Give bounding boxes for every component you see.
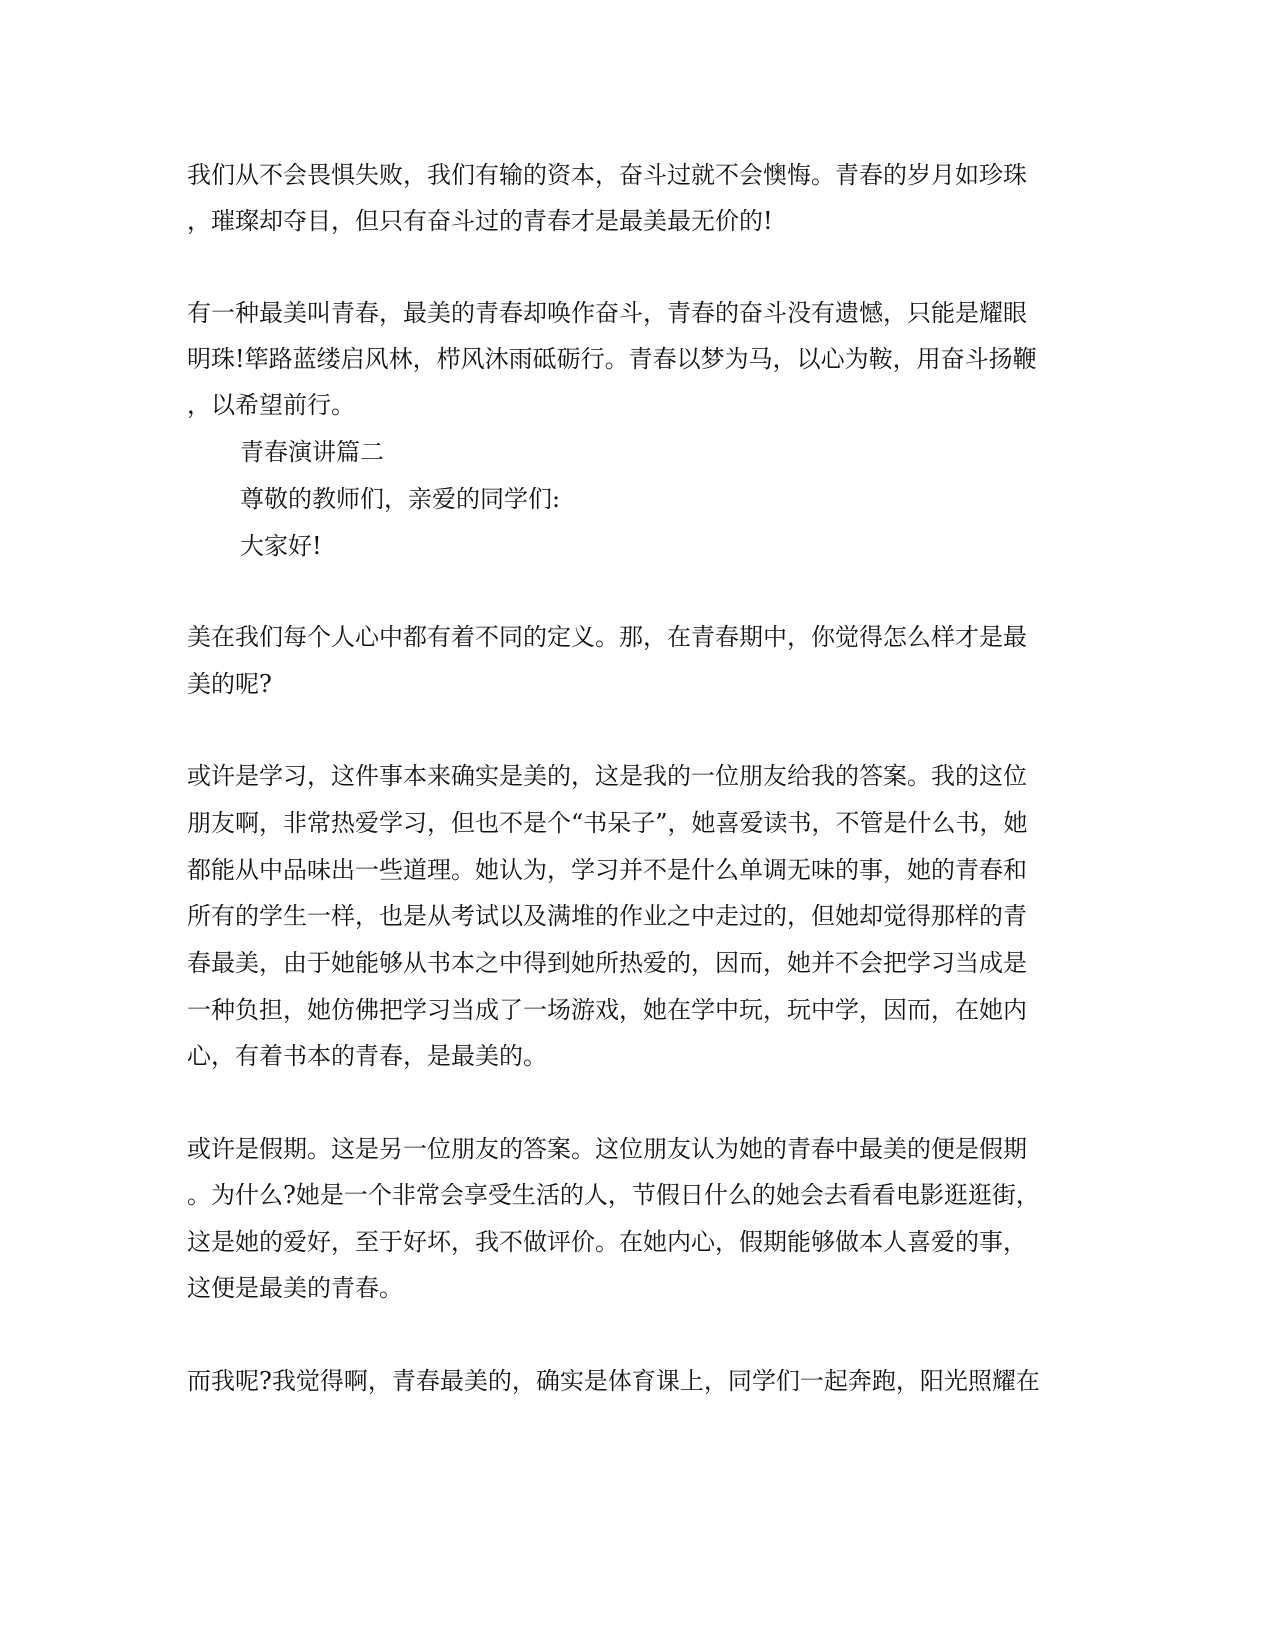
paragraph-7-line-1: 而我呢?我觉得啊，青春最美的，确实是体育课上，同学们一起奔跑，阳光照耀在 — [187, 1367, 1040, 1395]
paragraph-5-line-3: 都能从中品味出一些道理。她认为，学习并不是什么单调无味的事，她的青春和 — [187, 856, 1027, 884]
paragraph-6-line-3: 这是她的爱好，至于好坏，我不做评价。在她内心，假期能够做本人喜爱的事， — [187, 1228, 1027, 1256]
paragraph-5-line-1: 或许是学习，这件事本来确实是美的，这是我的一位朋友给我的答案。我的这位 — [187, 762, 1027, 790]
paragraph-6-line-2: 。为什么?她是一个非常会享受生活的人，节假日什么的她会去看看电影逛逛街， — [187, 1181, 1040, 1209]
paragraph-2-line-1: 有一种最美叫青春，最美的青春却唤作奋斗，青春的奋斗没有遗憾，只能是耀眼 — [187, 299, 1027, 327]
paragraph-4-line-2: 美的呢? — [187, 670, 272, 698]
paragraph-6-line-1: 或许是假期。这是另一位朋友的答案。这位朋友认为她的青春中最美的便是假期 — [187, 1135, 1027, 1163]
paragraph-5-line-4: 所有的学生一样，也是从考试以及满堆的作业之中走过的，但她却觉得那样的青 — [187, 902, 1027, 930]
section-heading: 青春演讲篇二 — [240, 438, 384, 466]
paragraph-5-line-7: 心，有着书本的青春，是最美的。 — [187, 1042, 547, 1070]
paragraph-1-line-1: 我们从不会畏惧失败，我们有输的资本，奋斗过就不会懊悔。青春的岁月如珍珠 — [187, 161, 1027, 189]
paragraph-1-line-2: ，璀璨却夺目，但只有奋斗过的青春才是最美最无价的! — [187, 207, 773, 235]
salutation: 尊敬的教师们，亲爱的同学们: — [240, 485, 561, 513]
paragraph-2-line-2: 明珠!筚路蓝缕启风林，栉风沐雨砥砺行。青春以梦为马，以心为鞍，用奋斗扬鞭 — [187, 345, 1037, 373]
paragraph-5-line-2: 朋友啊，非常热爱学习，但也不是个“书呆子”，她喜爱读书，不管是什么书，她 — [187, 809, 1028, 837]
paragraph-2-line-3: ，以希望前行。 — [187, 391, 355, 419]
greeting: 大家好! — [240, 532, 322, 560]
paragraph-6-line-4: 这便是最美的青春。 — [187, 1274, 403, 1302]
paragraph-5-line-6: 一种负担，她仿佛把学习当成了一场游戏，她在学中玩，玩中学，因而，在她内 — [187, 996, 1027, 1024]
paragraph-5-line-5: 春最美，由于她能够从书本之中得到她所热爱的，因而，她并不会把学习当成是 — [187, 949, 1027, 977]
paragraph-4-line-1: 美在我们每个人心中都有着不同的定义。那，在青春期中，你觉得怎么样才是最 — [187, 623, 1027, 651]
